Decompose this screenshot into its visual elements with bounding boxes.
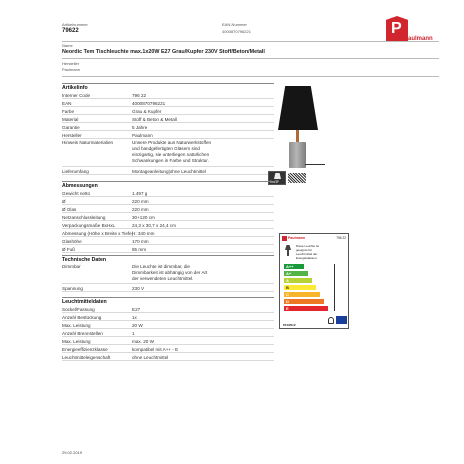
row-value: 1x bbox=[132, 314, 137, 320]
paulmann-logo bbox=[386, 14, 442, 44]
row-value: 230 V bbox=[132, 285, 145, 291]
eu-flag-icon bbox=[336, 316, 347, 324]
hinweis-line-2: und handgefertigten Gläsern sind bbox=[132, 146, 200, 151]
dimmbar-line-3: der verwendeten Leuchtmittel. bbox=[132, 276, 194, 281]
name-label: Name bbox=[62, 43, 73, 48]
hinweis-line-4: Schwankungen in Farbe und Struktur. bbox=[132, 158, 209, 163]
row-value: kompatibel mit A++ - E bbox=[132, 346, 179, 352]
energy-class-app: A++ bbox=[284, 264, 304, 269]
row-glashoehe bbox=[62, 237, 274, 245]
row-netzanschluss bbox=[62, 213, 274, 221]
energy-text-4: Energieklassen: bbox=[296, 256, 318, 260]
row-value: Stoff & Beton & Metall bbox=[132, 116, 177, 122]
row-key: Max. Leistung bbox=[62, 338, 91, 344]
dimmbar-line-1: Die Leuchte ist dimmbar, die bbox=[132, 264, 190, 269]
energy-class-e: E bbox=[284, 306, 328, 311]
energy-range-bracket bbox=[334, 264, 337, 311]
row-key: Ø bbox=[62, 198, 66, 204]
row-ean bbox=[62, 99, 274, 107]
row-max-leistung bbox=[62, 321, 274, 329]
row-value: 170 mm bbox=[132, 238, 149, 244]
energy-class-b: B bbox=[284, 285, 316, 290]
dimmbar-line-2: Dimmbarkeit ist abhängig von der Art bbox=[132, 270, 208, 275]
row-key: Spannung bbox=[62, 285, 83, 291]
lamp-shade bbox=[278, 86, 318, 130]
row-value: 796 22 bbox=[132, 92, 147, 98]
row-key: Anzahl Brennstellen bbox=[62, 330, 103, 336]
row-value: 5 Jahre bbox=[132, 124, 148, 130]
footer-date: 29.02.2019 bbox=[62, 450, 83, 455]
energy-label-brand: Paulmann bbox=[288, 236, 306, 240]
product-image bbox=[268, 82, 328, 174]
row-value: 220 mm bbox=[132, 198, 149, 204]
row-lieferumfang bbox=[62, 167, 274, 175]
row-key: Leuchtmitteleigenschaft bbox=[62, 354, 111, 360]
row-key: Interner Code bbox=[62, 92, 91, 98]
row-brennstellen bbox=[62, 329, 274, 337]
energy-text-3: Leuchtmittel der bbox=[296, 252, 318, 256]
row-key: Ø Fuß bbox=[62, 246, 76, 252]
row-value: 85 mm bbox=[132, 246, 147, 252]
hinweis-line-1: Unsere Produkte aus Naturwerkstoffen bbox=[132, 140, 212, 145]
row-key: Verpackungsmaße BxHxL bbox=[62, 222, 116, 228]
energy-class-a: A bbox=[284, 278, 312, 283]
row-key: Gewicht netto bbox=[62, 190, 91, 196]
row-interner-code bbox=[62, 91, 274, 99]
row-value: Paulmann bbox=[132, 132, 153, 138]
row-key: Glashöhe bbox=[62, 238, 82, 244]
row-value: H: 340 mm bbox=[132, 230, 155, 236]
lamp-type-icon-shade bbox=[274, 173, 281, 179]
row-farbe bbox=[62, 107, 274, 115]
section-abmessungen: Abmessungen bbox=[62, 183, 98, 189]
ean-number: 4000870796221 bbox=[222, 29, 251, 34]
row-gewicht bbox=[62, 189, 274, 197]
row-value: 4000870796221 bbox=[132, 100, 166, 106]
energy-label bbox=[279, 233, 349, 329]
row-value: 20 W bbox=[132, 322, 143, 328]
row-leuchtmitteleigenschaft bbox=[62, 353, 274, 361]
row-value: E27 bbox=[132, 306, 141, 312]
section-technische-daten: Technische Daten bbox=[62, 257, 107, 263]
hinweis-line-3: einzigartig, sie unterliegen natürlichen bbox=[132, 152, 210, 157]
row-key: Hersteller bbox=[62, 132, 82, 138]
row-material bbox=[62, 115, 274, 123]
energy-text-2: geeignet für bbox=[296, 248, 312, 252]
energy-label-logo bbox=[282, 236, 287, 241]
lamp-stem bbox=[296, 130, 299, 142]
badge-text: 0m/3F bbox=[270, 180, 280, 184]
energy-footer: 874/2012 bbox=[283, 323, 296, 327]
row-energieeffizienz bbox=[62, 345, 274, 353]
bulb-icon bbox=[328, 317, 334, 324]
lamp-cable bbox=[305, 164, 325, 165]
row-sockel bbox=[62, 305, 274, 313]
row-spannung bbox=[62, 284, 274, 292]
row-fuss bbox=[62, 245, 274, 253]
row-key: Material bbox=[62, 116, 79, 122]
paulmann-logo-p: P bbox=[391, 20, 402, 37]
row-value: 1.497 g bbox=[132, 190, 148, 196]
fabric-icon bbox=[288, 173, 306, 183]
row-dimmbar bbox=[62, 263, 274, 284]
product-name: Neordic Tem Tischleuchte max.1x20W E27 Grau/Kupfer 230V Stoff/Beton/Metall bbox=[62, 49, 265, 55]
row-key: Energieeffizienzklasse bbox=[62, 346, 108, 352]
manufacturer-value: Paulmann bbox=[62, 67, 81, 72]
row-value: 24,3 x 30,7 x 24,4 cm bbox=[132, 222, 176, 228]
paulmann-logo-text: Paulmann bbox=[404, 36, 433, 42]
energy-class-d: D bbox=[284, 299, 324, 304]
row-key: EAN bbox=[62, 100, 72, 106]
row-abmessung bbox=[62, 229, 274, 237]
manufacturer-label: Hersteller bbox=[62, 61, 80, 66]
ean-label: EAN-Nummer bbox=[222, 22, 247, 27]
row-hinweis bbox=[62, 139, 274, 167]
row-key: Anzahl Bestückung bbox=[62, 314, 102, 320]
article-number: 79622 bbox=[62, 28, 79, 34]
row-key: Farbe bbox=[62, 108, 75, 114]
row-key: Abmessung (Höhe x Breite x Tiefe) bbox=[62, 230, 134, 236]
energy-label-code: 796 22 bbox=[336, 236, 346, 240]
row-value: max. 20 W bbox=[132, 338, 154, 344]
row-key: Sockel/Fassung bbox=[62, 306, 95, 312]
lamp-type-icon bbox=[268, 171, 286, 185]
row-key: Max. Leistung bbox=[62, 322, 91, 328]
energy-lamp-icon-base bbox=[287, 250, 289, 256]
row-value: 30+120 cm bbox=[132, 214, 155, 220]
section-artikelinfo: Artikelinfo bbox=[62, 85, 88, 91]
row-key: Hinweis Naturmaterialien bbox=[62, 140, 114, 145]
row-value: Montageanleitung|ohne Leuchtmittel bbox=[132, 168, 206, 174]
row-key: Dimmbar bbox=[62, 264, 81, 269]
row-garantie bbox=[62, 123, 274, 131]
energy-text-1: Diese Leuchte ist bbox=[296, 244, 320, 248]
energy-lamp-icon bbox=[284, 245, 292, 257]
row-value: 220 mm bbox=[132, 206, 149, 212]
row-max-leistung-2 bbox=[62, 337, 274, 345]
row-durchmesser-glas bbox=[62, 205, 274, 213]
energy-class-ap: A+ bbox=[284, 271, 308, 276]
row-value: Grau & Kupfer bbox=[132, 108, 162, 114]
row-key: Lieferumfang bbox=[62, 168, 89, 174]
row-value: ohne Leuchtmittel bbox=[132, 354, 169, 360]
row-bestueckung bbox=[62, 313, 274, 321]
article-number-label: Artikelnummer bbox=[62, 22, 88, 27]
section-leuchtmittel: Leuchtmitteldaten bbox=[62, 299, 107, 305]
lamp-base bbox=[289, 142, 306, 168]
row-hersteller bbox=[62, 131, 274, 139]
energy-class-c: C bbox=[284, 292, 320, 297]
row-key: Ø Glas bbox=[62, 206, 77, 212]
row-verpackung bbox=[62, 221, 274, 229]
row-key: Netzanschlussleitung bbox=[62, 214, 106, 220]
row-durchmesser bbox=[62, 197, 274, 205]
row-key: Garantie bbox=[62, 124, 80, 130]
row-value: 1 bbox=[132, 330, 135, 336]
